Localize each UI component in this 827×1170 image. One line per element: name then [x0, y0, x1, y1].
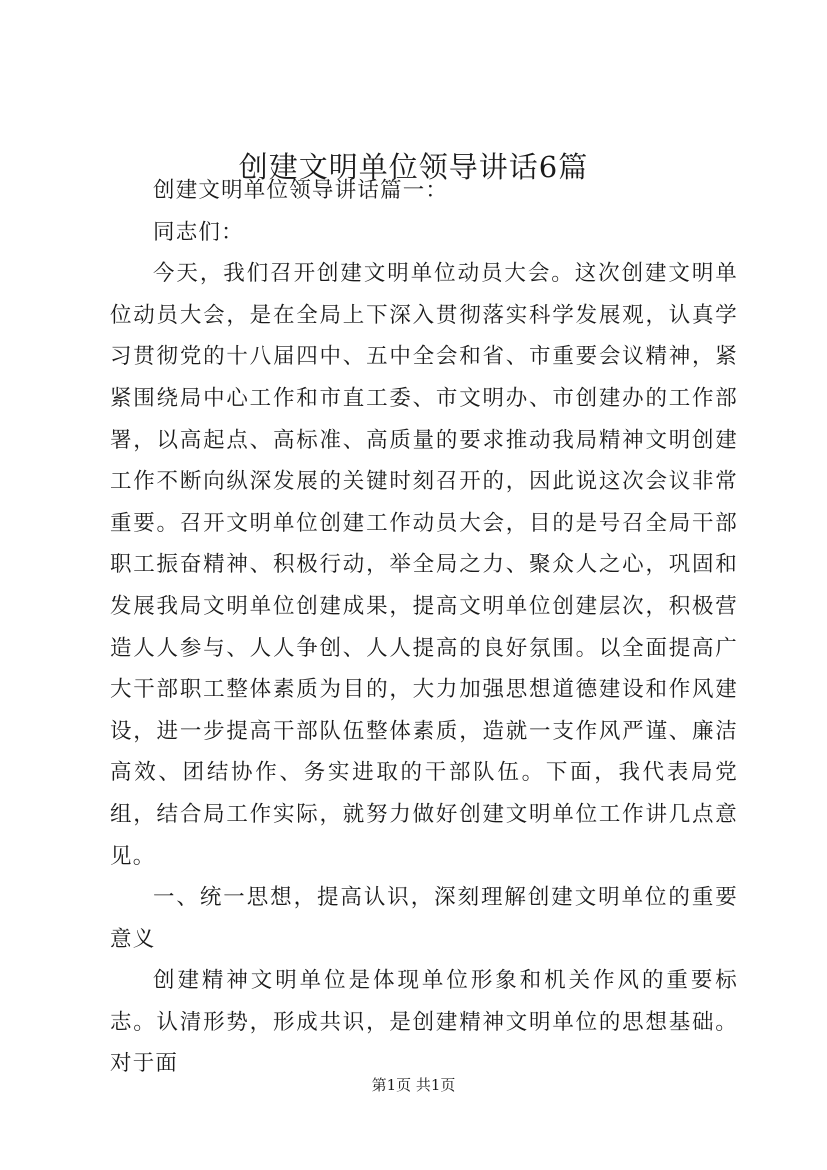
subheading: 一、统一思想，提高认识，深刻理解创建文明单位的重要意义 — [110, 885, 738, 952]
page-footer: 第1页 共1页 — [371, 1076, 456, 1094]
document-body — [110, 170, 738, 1085]
paragraph: 创建精神文明单位是体现单位形象和机关作风的重要标志。认清形势，形成共识，是创建精神文明单位的思想基础。对于面 — [110, 968, 738, 1077]
salutation: 同志们： — [153, 219, 244, 245]
paragraph: 今天，我们召开创建文明单位动员大会。这次创建文明单位动员大会，是在全局上下深入贯彻落实科学发展观，认真学习贯彻党的十八届四中、五中全会和省、市重要会议精神，紧紧围绕局中心工作和市直工委、市文明办、市创建办的工作部署，以高起点、高标准、高质量的要求推动我局精神文明创建工作不断向纵深发展的关键时刻召开的，因此说这次会议非常重要。召开文明单位创建工作动员大会，目的是号召全局干部职工振奋精神、积极行动，举全局之力、聚众人之心，巩固和发展我局文明单位创建成果，提高文明单位创建层次，积极营造人人参与、人人争创、人人提高的良好氛围。以全面提高广大干部职工整体素质为目的，大力加强思想道德建设和作风建设，进一步提高干部队伍整体素质，造就一支作风严谨、廉洁高效、团结协作、务实进取的干部队伍。下面，我代表局党组，结合局工作实际，就努力做好创建文明单位工作讲几点意见。 — [110, 261, 738, 869]
section-heading: 创建文明单位领导讲话篇一： — [153, 178, 449, 203]
document-title: 创建文明单位领导讲话6篇 — [238, 150, 589, 184]
